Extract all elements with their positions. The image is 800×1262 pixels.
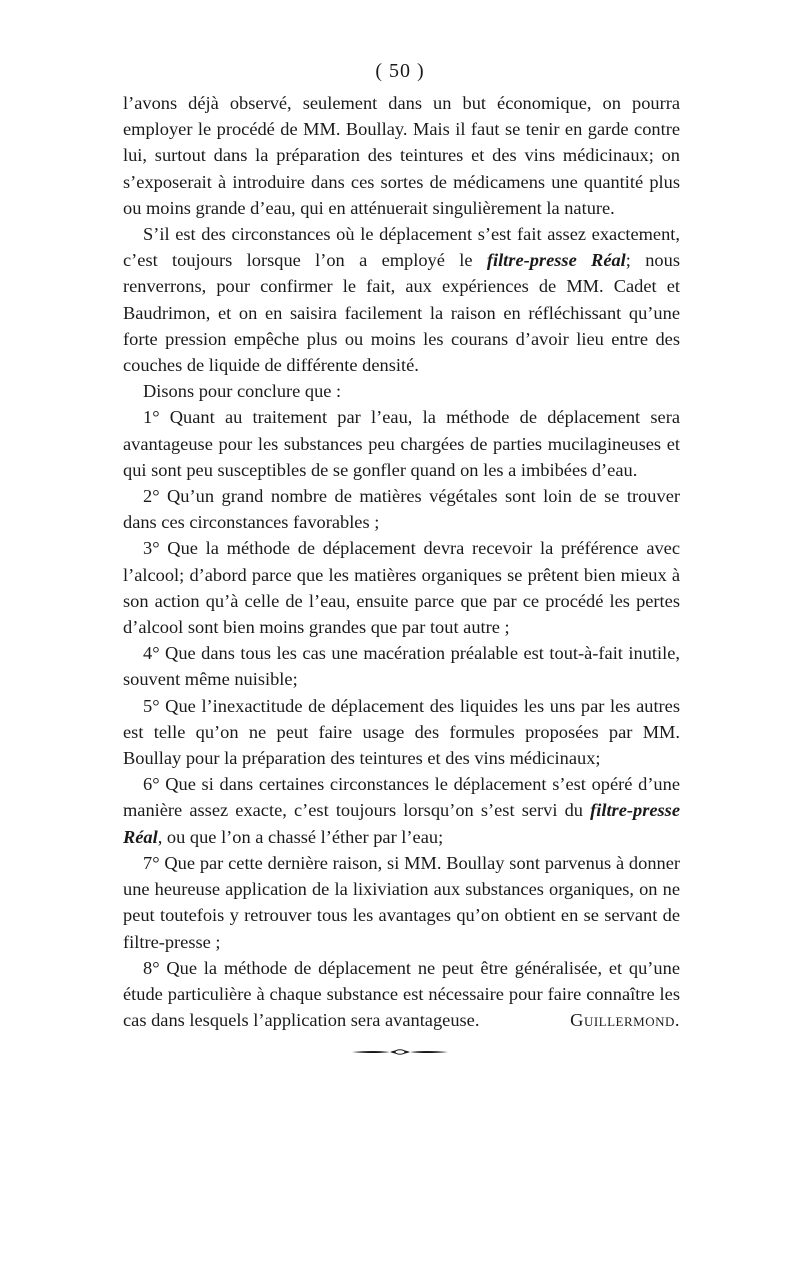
conclusion-item-7	[123, 850, 680, 955]
paragraph-text: ; nous renverrons, pour confirmer le fait, aux expériences de MM. Cadet et Baudrimon, et on en saisira facilement la raison en réfléchissant qu’une forte pression empêche plus ou moins les courans d’avoir lieu entre des couches de liquide de différente densité.	[123, 250, 680, 376]
conclusion-item-3	[123, 535, 680, 640]
paragraph-text: 8° Que la méthode de déplacement ne peut être généralisée, et qu’une étude particulière à chaque substance est nécessaire pour faire connaître les cas dans lesquels l’application sera avantageuse.	[123, 957, 680, 1031]
paragraph-conclusion-intro	[123, 378, 680, 404]
conclusion-item-4	[123, 640, 680, 692]
paragraph-text: S’il est des circonstances où le déplacement s’est fait assez exactement, c’est toujours lorsque l’on a employé le	[123, 224, 680, 271]
paragraph-text: 4° Que dans tous les cas une macération préalable est tout-à-fait inutile, souvent même nuisible;	[123, 643, 680, 690]
paragraph-text: 6° Que si dans certaines circonstances le déplacement s’est opéré d’une manière assez exacte, c’est toujours lorsqu’on s’est servi du	[123, 774, 680, 821]
conclusion-item-6	[123, 771, 680, 850]
paragraph-text: 5° Que l’inexactitude de déplacement des liquides les uns par les autres est telle qu’on ne peut faire usage des formules proposées par MM. Boullay pour la préparation des teintures et des vins médicinaux;	[123, 695, 680, 769]
italic-term: filtre-presse Réal	[486, 250, 626, 271]
author-signature: Guillermond.	[570, 1010, 680, 1031]
paragraph-text: , ou que l’on a chassé l’éther par l’eau;	[157, 826, 444, 847]
paragraph-text: 1° Quant au traitement par l’eau, la méthode de déplacement sera avantageuse pour les substances peu chargées de parties mucilagineuses et qui sont peu susceptibles de se gonfler quand on les a imbibées d’eau.	[123, 407, 680, 480]
body-text	[123, 90, 680, 1033]
conclusion-item-2	[123, 483, 680, 535]
paragraph-circonstances	[123, 221, 680, 378]
page-number: ( 50 )	[375, 60, 425, 82]
conclusion-item-5	[123, 693, 680, 772]
paragraph-text: 2° Qu’un grand nombre de matières végétales sont loin de se trouver dans ces circonstances favorables ;	[123, 486, 680, 533]
paragraph-continuation	[123, 90, 680, 221]
paragraph-text: l’avons déjà observé, seulement dans un but économique, on pourra employer le procédé de MM. Boullay. Mais il faut se tenir en garde contre lui, surtout dans la préparation des teintures et des vins médicinaux; on s’exposerait à introduire dans ces sortes de médicamens une quantité plus ou moins grande d’eau, qui en atténuerait singulièrement la nature.	[123, 93, 680, 218]
paragraph-text: 7° Que par cette dernière raison, si MM. Boullay sont parvenus à donner une heureuse application de la lixiviation aux substances organiques, on ne peut toutefois y retrouver tous les avantages qu’on obtient en se servant de filtre-presse ;	[123, 852, 680, 952]
conclusion-item-1	[123, 404, 680, 483]
paragraph-text: 3° Que la méthode de déplacement devra recevoir la préférence avec l’alcool; d’abord parce que les matières organiques se prêtent bien mieux à son action qu’à celle de l’eau, ensuite parce que par ce procédé les pertes d’alcool sont bien moins grandes que par tout autre ;	[123, 538, 680, 638]
conclusion-item-8	[123, 955, 680, 1034]
ornament-divider	[350, 1047, 450, 1057]
italic-term: filtre-presse Réal	[123, 800, 680, 847]
paragraph-text: Disons pour conclure que :	[143, 381, 342, 402]
